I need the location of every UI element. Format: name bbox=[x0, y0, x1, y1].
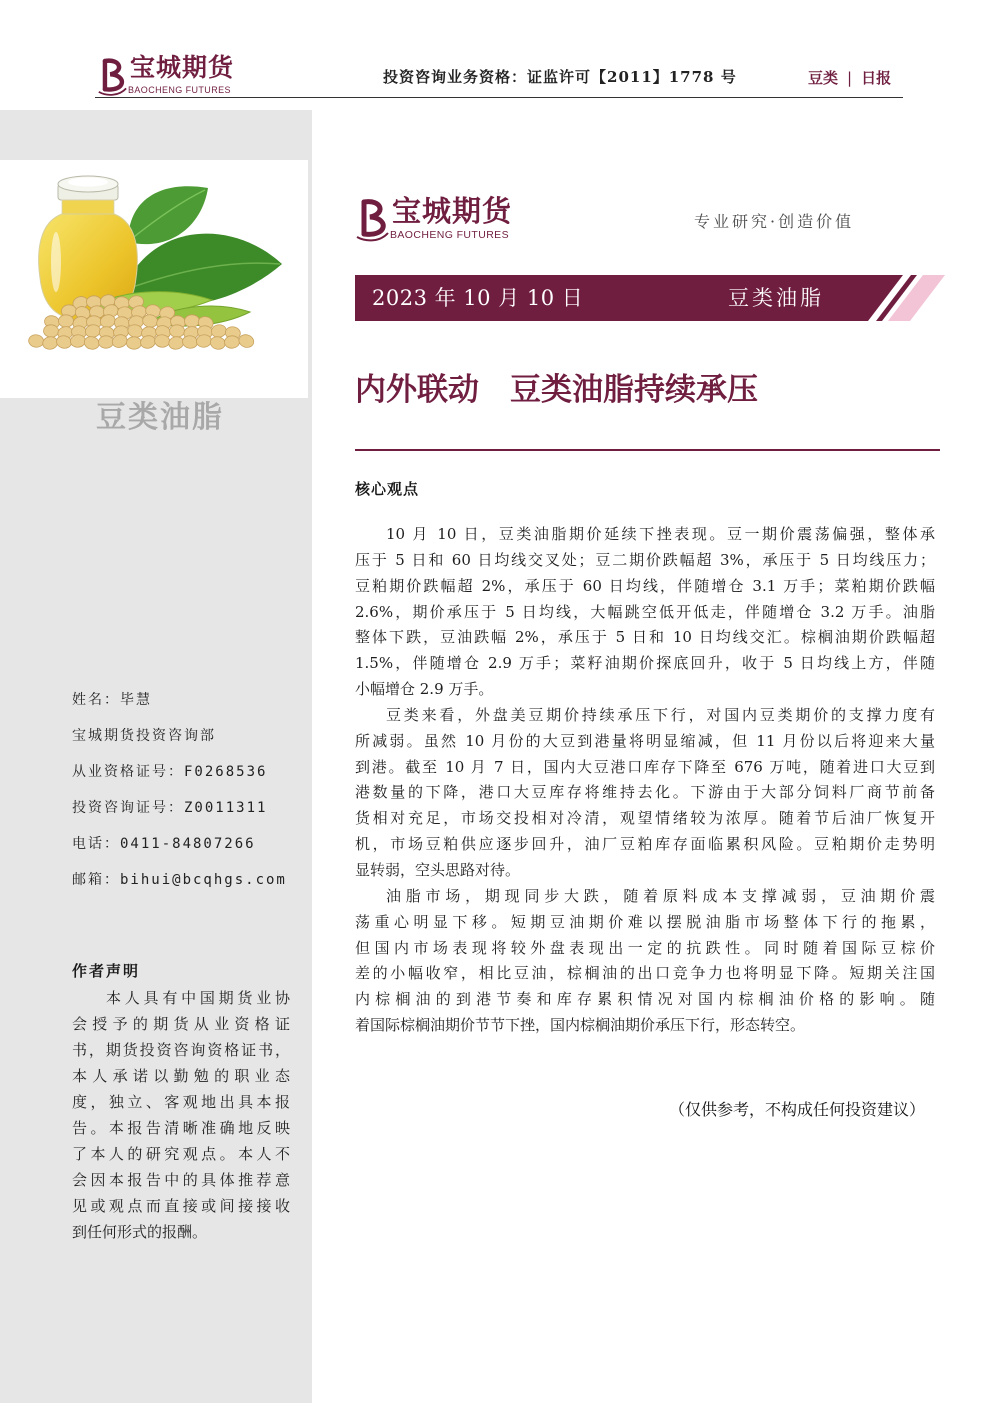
paragraph-line: 本人承诺以勤勉的职业态 bbox=[72, 1067, 290, 1085]
cover-image bbox=[0, 160, 308, 398]
paragraph-line: 度，独立、客观地出具本报 bbox=[72, 1093, 290, 1111]
soybean bbox=[42, 336, 59, 351]
jar-neck bbox=[62, 200, 114, 214]
tag-separator: | bbox=[847, 69, 853, 87]
paragraph-line: 但国内市场表现将较外盘表现出一定的抗跌性。同时随着国际豆棕价 bbox=[355, 938, 935, 957]
report-date: 2023 年 10 月 10 日 bbox=[372, 286, 584, 310]
email-address: bihui@bcqhgs.com bbox=[120, 872, 287, 888]
declaration-body bbox=[72, 985, 290, 1245]
soybean bbox=[209, 335, 227, 351]
report-category: 豆类油脂 bbox=[728, 286, 824, 310]
qualification-number: F0268536 bbox=[184, 764, 268, 780]
paragraph-line: 见或观点而直接或间接接收 bbox=[72, 1197, 290, 1215]
soybean bbox=[43, 324, 59, 337]
author-name-label: 姓名： bbox=[72, 692, 120, 708]
disclaimer: （仅供参考，不构成任何投资建议） bbox=[668, 1100, 925, 1119]
main-logo-name-cn: 宝城期货 bbox=[392, 194, 513, 228]
qualification-number-label: 从业资格证号： bbox=[72, 764, 184, 780]
paragraph-line: 本人具有中国期货业协 bbox=[106, 989, 290, 1007]
paragraph-line: 显转弱，空头思路对待。 bbox=[355, 860, 521, 879]
report-type-label: 日报 bbox=[861, 69, 892, 87]
paragraph-line: 着国际棕榈油期价节节下挫，国内棕榈油期价承压下行，形态转空。 bbox=[355, 1016, 806, 1035]
soybean bbox=[224, 335, 240, 348]
paragraph-line: 货相对充足，市场交投相对冷清，观望情绪较为浓厚。随着节后油厂恢复开 bbox=[355, 809, 935, 828]
qualification-number-row bbox=[72, 762, 287, 798]
soybean bbox=[169, 325, 184, 338]
soybean bbox=[98, 336, 113, 349]
analysis-paragraph bbox=[355, 884, 935, 1039]
author-department: 宝城期货投资咨询部 bbox=[72, 728, 216, 744]
author-name: 毕慧 bbox=[120, 692, 152, 708]
header-divider bbox=[95, 97, 903, 98]
section-heading: 核心观点 bbox=[355, 480, 420, 498]
email-row bbox=[72, 870, 287, 906]
phone-row bbox=[72, 834, 287, 870]
paragraph-line: 书，期货投资咨询资格证书， bbox=[72, 1041, 290, 1059]
slogan: 专业研究·创造价值 bbox=[694, 212, 855, 231]
header-logo-name-cn: 宝城期货 bbox=[130, 53, 235, 82]
consulting-number-label: 投资咨询证号： bbox=[72, 800, 184, 816]
paragraph-line: 到任何形式的报酬。 bbox=[72, 1223, 208, 1241]
paragraph-line: 豆粕期价跌幅超 2%，承压于 60 日均线，伴随增仓 3.1 万手；菜粕期价跌幅 bbox=[355, 576, 935, 595]
author-info bbox=[72, 690, 287, 906]
paragraph-line: 整体下跌，豆油跌幅 2%，承压于 5 日和 10 日均线交汇。棕榈油期价跌幅超 bbox=[355, 628, 935, 647]
paragraph-line: 内棕榈油的到港节奏和库存累积情况对国内棕榈油价格的影响。随 bbox=[355, 990, 935, 1009]
consulting-number: Z0011311 bbox=[184, 800, 268, 816]
consulting-number-row bbox=[72, 798, 287, 834]
analysis-paragraph bbox=[355, 522, 935, 703]
phone-label: 电话： bbox=[72, 836, 120, 852]
header-logo-name-en: BAOCHENG FUTURES bbox=[128, 85, 231, 95]
author-name-row bbox=[72, 690, 287, 726]
paragraph-line: 告。本报告清晰准确地反映 bbox=[72, 1119, 290, 1137]
email-label: 邮箱： bbox=[72, 872, 120, 888]
paragraph-line: 会因本报告中的具体推荐意 bbox=[72, 1171, 290, 1189]
report-tag bbox=[808, 68, 891, 88]
paragraph-line: 1.5%，伴随增仓 2.9 万手；菜籽油期价探底回升，收于 5 日均线上方，伴随 bbox=[355, 654, 935, 673]
paragraph-line: 2.6%，期价承压于 5 日均线，大幅跳空低开低走，伴随增仓 3.2 万手。油脂 bbox=[355, 602, 935, 621]
soybean bbox=[126, 337, 141, 350]
analysis-body bbox=[355, 522, 935, 1039]
sidebar bbox=[0, 110, 312, 1403]
paragraph-line: 油脂市场，期现同步大跌，随着原料成本支撑减弱，豆油期价震 bbox=[386, 886, 935, 905]
soybean bbox=[83, 335, 101, 351]
paragraph-line: 差的小幅收窄，相比豆油，棕榈油的出口竞争力也将明显下降。短期关注国 bbox=[355, 964, 935, 983]
paragraph-line: 会授予的期货从业资格证 bbox=[72, 1015, 290, 1033]
title-divider bbox=[355, 449, 940, 451]
baocheng-logo-icon bbox=[355, 196, 389, 242]
soybean bbox=[28, 334, 45, 348]
main-logo-name-en: BAOCHENG FUTURES bbox=[390, 229, 509, 241]
paragraph-line: 了本人的研究观点。本人不 bbox=[72, 1145, 290, 1163]
qualification-text: 投资咨询业务资格：证监许可【2011】1778 号 bbox=[383, 68, 737, 86]
soybean bbox=[58, 315, 73, 328]
jar-highlight bbox=[51, 232, 61, 292]
paragraph-line: 小幅增仓 2.9 万手。 bbox=[355, 680, 494, 699]
paragraph-line: 豆类来看，外盘美豆期价持续承压下行，对国内豆类期价的支撑力度有 bbox=[386, 705, 935, 724]
soybean bbox=[168, 335, 185, 350]
analysis-paragraph bbox=[355, 703, 935, 884]
paragraph-line: 10 月 10 日，豆类油脂期价延续下挫表现。豆一期价震荡偏强，整体承 bbox=[386, 525, 935, 543]
report-title: 内外联动 豆类油脂持续承压 bbox=[355, 372, 758, 408]
paragraph-line: 到港。截至 10 月 7 日，国内大豆港口库存下降至 676 万吨，随着进口大豆到 bbox=[355, 757, 935, 776]
cover-caption: 豆类油脂 bbox=[96, 400, 224, 435]
paragraph-line: 所减弱。虽然 10 月份的大豆到港量将明显缩减，但 11 月份以后将迎来大量 bbox=[355, 731, 935, 750]
jar-lid-knob bbox=[68, 178, 108, 187]
category-label: 豆类 bbox=[808, 69, 839, 87]
baocheng-logo-icon bbox=[97, 55, 127, 97]
soybean-oil-illustration bbox=[0, 160, 308, 398]
phone-number: 0411-84807266 bbox=[120, 836, 256, 852]
paragraph-line: 港数量的下降，港口大豆库存将维持去化。下游由于大部分饲料厂商节前备 bbox=[355, 783, 935, 802]
declaration-heading: 作者声明 bbox=[72, 962, 141, 980]
paragraph-line: 压于 5 日和 60 日均线交叉处；豆二期价跌幅超 3%，承压于 5 日均线压力； bbox=[355, 550, 935, 569]
paragraph-line: 荡重心明显下移。短期豆油期价难以摆脱油脂市场整体下行的拖累， bbox=[355, 912, 935, 931]
paragraph-line: 机，市场豆粕供应逐步回升，油厂豆粕库存面临累积风险。豆粕期价走势明 bbox=[355, 835, 935, 854]
